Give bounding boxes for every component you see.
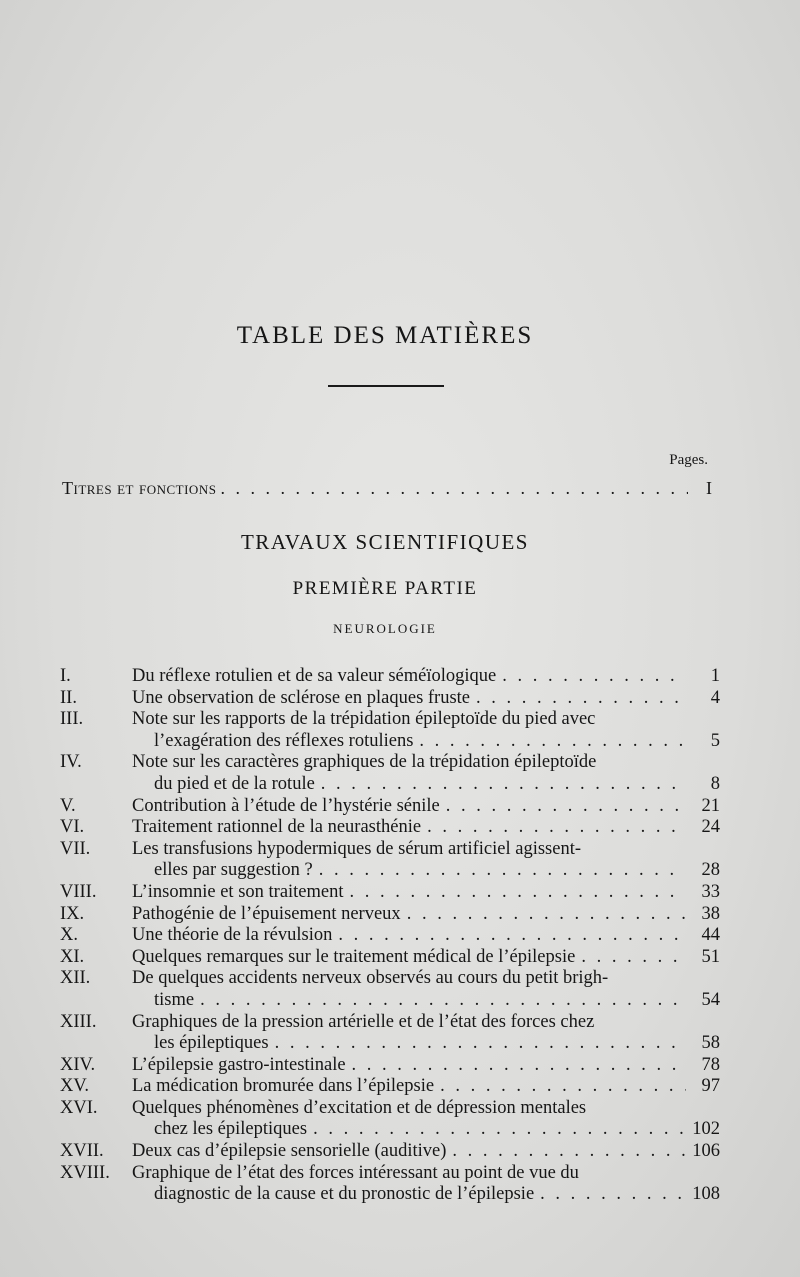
entry-title: diagnostic de la cause et du pronostic de l’épilepsie: [154, 1184, 535, 1205]
toc-entry[interactable]: [60, 1012, 720, 1055]
subsection-title: NEUROLOGIE: [333, 621, 437, 636]
entry-number: XII.: [60, 968, 91, 989]
entry-title: Les transfusions hypodermiques de sérum artificiel agissent-: [132, 838, 582, 859]
leader-dots: [321, 774, 686, 796]
entry-number: XV.: [60, 1076, 89, 1097]
entry-number: XVII.: [60, 1141, 104, 1162]
leader-dots: [540, 1184, 686, 1206]
entry-page-number: 28: [701, 860, 720, 881]
entry-page-number: 106: [692, 1141, 720, 1162]
title-rule: [328, 385, 444, 387]
toc-entry[interactable]: [60, 666, 720, 688]
leader-dots: [476, 688, 686, 710]
entry-number: VIII.: [60, 881, 97, 902]
leader-dots: [440, 1076, 686, 1098]
entry-title: Deux cas d’épilepsie sensorielle (auditive): [132, 1141, 447, 1162]
leader-dots: [502, 666, 686, 688]
leader-dots: [407, 904, 686, 926]
entry-number: III.: [60, 709, 84, 730]
entry-number: X.: [60, 925, 78, 946]
leader-dots: [581, 947, 686, 969]
toc-entry[interactable]: [60, 752, 720, 795]
entry-page-number: 1: [710, 666, 720, 686]
entry-title: Quelques phénomènes d’excitation et de dépression mentales: [132, 1097, 587, 1118]
entry-page-number: 78: [701, 1054, 720, 1075]
entry-title: les épileptiques: [154, 1033, 269, 1054]
front-matter-label: Titres et fonctions: [62, 478, 217, 498]
page-title: TABLE DES MATIÈRES: [236, 322, 534, 349]
front-matter-page: I: [706, 478, 712, 498]
leader-dots: [419, 731, 686, 753]
toc-front-matter[interactable]: [62, 478, 712, 500]
entry-number: XVI.: [60, 1097, 98, 1118]
entry-number: I.: [60, 666, 71, 686]
entry-page-number: 24: [701, 817, 720, 838]
entry-number: XVIII.: [60, 1162, 110, 1183]
entry-title: Note sur les caractères graphiques de la trépidation épileptoïde: [132, 752, 597, 773]
leader-dots: [275, 1033, 686, 1055]
entry-title: Graphiques de la pression artérielle et de l’état des forces chez: [132, 1011, 595, 1032]
entry-title: elles par suggestion ?: [154, 860, 313, 881]
toc-entry[interactable]: [60, 709, 720, 752]
pages-column-label: Pages.: [669, 452, 708, 468]
toc-entry[interactable]: [60, 796, 720, 818]
entry-page-number: 108: [692, 1184, 720, 1205]
entry-number: XIV.: [60, 1054, 96, 1075]
entry-page-number: 97: [701, 1076, 720, 1097]
leader-dots: [350, 882, 686, 904]
toc-entry[interactable]: [60, 817, 720, 839]
entry-title: Une théorie de la révulsion: [132, 925, 333, 946]
entry-title: l’exagération des réflexes rotuliens: [154, 730, 414, 751]
leader-dots: [352, 1055, 686, 1077]
toc-entry[interactable]: [60, 1098, 720, 1141]
entry-title: Du réflexe rotulien et de sa valeur séméïologique: [132, 666, 497, 686]
toc-entry[interactable]: [60, 947, 720, 969]
entry-title: Une observation de sclérose en plaques fruste: [132, 687, 471, 708]
toc-entry[interactable]: [60, 688, 720, 710]
entry-number: VII.: [60, 838, 91, 859]
entry-page-number: 4: [710, 687, 720, 708]
entry-page-number: 5: [710, 730, 720, 751]
toc-entry[interactable]: [60, 1055, 720, 1077]
entry-page-number: 51: [701, 946, 720, 967]
entry-title: Quelques remarques sur le traitement médical de l’épilepsie: [132, 946, 576, 967]
entry-number: IV.: [60, 752, 82, 773]
leader-dots: [452, 1141, 686, 1163]
toc-entry[interactable]: [60, 925, 720, 947]
entry-title: Traitement rationnel de la neurasthénie: [132, 817, 422, 838]
entry-title: L’épilepsie gastro-intestinale: [132, 1054, 346, 1075]
entry-number: VI.: [60, 817, 85, 838]
entry-title: chez les épileptiques: [154, 1119, 308, 1140]
entry-number: IX.: [60, 903, 85, 924]
leader-dots: [338, 925, 686, 947]
part-title: PREMIÈRE PARTIE: [292, 578, 478, 599]
entry-page-number: 44: [701, 925, 720, 946]
entry-title: Pathogénie de l’épuisement nerveux: [132, 903, 401, 924]
leader-dots: [220, 478, 688, 499]
toc-entry[interactable]: [60, 839, 720, 882]
leader-dots: [313, 1119, 686, 1141]
leader-dots: [446, 796, 686, 818]
toc-entry[interactable]: [60, 1076, 720, 1098]
toc-entry[interactable]: [60, 1163, 720, 1206]
toc-entry-list: [60, 666, 720, 1206]
entry-title: du pied et de la rotule: [154, 773, 315, 794]
entry-page-number: 58: [701, 1033, 720, 1054]
entry-title: La médication bromurée dans l’épilepsie: [132, 1076, 435, 1097]
entry-page-number: 54: [701, 989, 720, 1010]
section-title: TRAVAUX SCIENTIFIQUES: [240, 530, 529, 554]
entry-number: XI.: [60, 946, 85, 967]
entry-title: De quelques accidents nerveux observés au cours du petit brigh-: [132, 968, 609, 989]
leader-dots: [427, 817, 686, 839]
entry-number: XIII.: [60, 1011, 97, 1032]
entry-number: II.: [60, 687, 77, 708]
entry-page-number: 102: [692, 1119, 720, 1140]
entry-number: V.: [60, 795, 76, 816]
toc-entry[interactable]: [60, 882, 720, 904]
toc-entry[interactable]: [60, 1141, 720, 1163]
toc-entry[interactable]: [60, 904, 720, 926]
entry-page-number: 38: [701, 903, 720, 924]
entry-page-number: 21: [701, 795, 720, 816]
entry-title: Note sur les rapports de la trépidation épileptoïde du pied avec: [132, 709, 596, 730]
entry-page-number: 33: [701, 881, 720, 902]
leader-dots: [200, 990, 686, 1012]
entry-page-number: 8: [710, 773, 720, 794]
entry-title: L’insomnie et son traitement: [132, 881, 344, 902]
entry-title: Graphique de l’état des forces intéressant au point de vue du: [132, 1162, 579, 1183]
leader-dots: [319, 860, 686, 882]
toc-entry[interactable]: [60, 968, 720, 1011]
entry-title: Contribution à l’étude de l’hystérie sénile: [132, 795, 440, 816]
entry-title: tisme: [154, 989, 195, 1010]
